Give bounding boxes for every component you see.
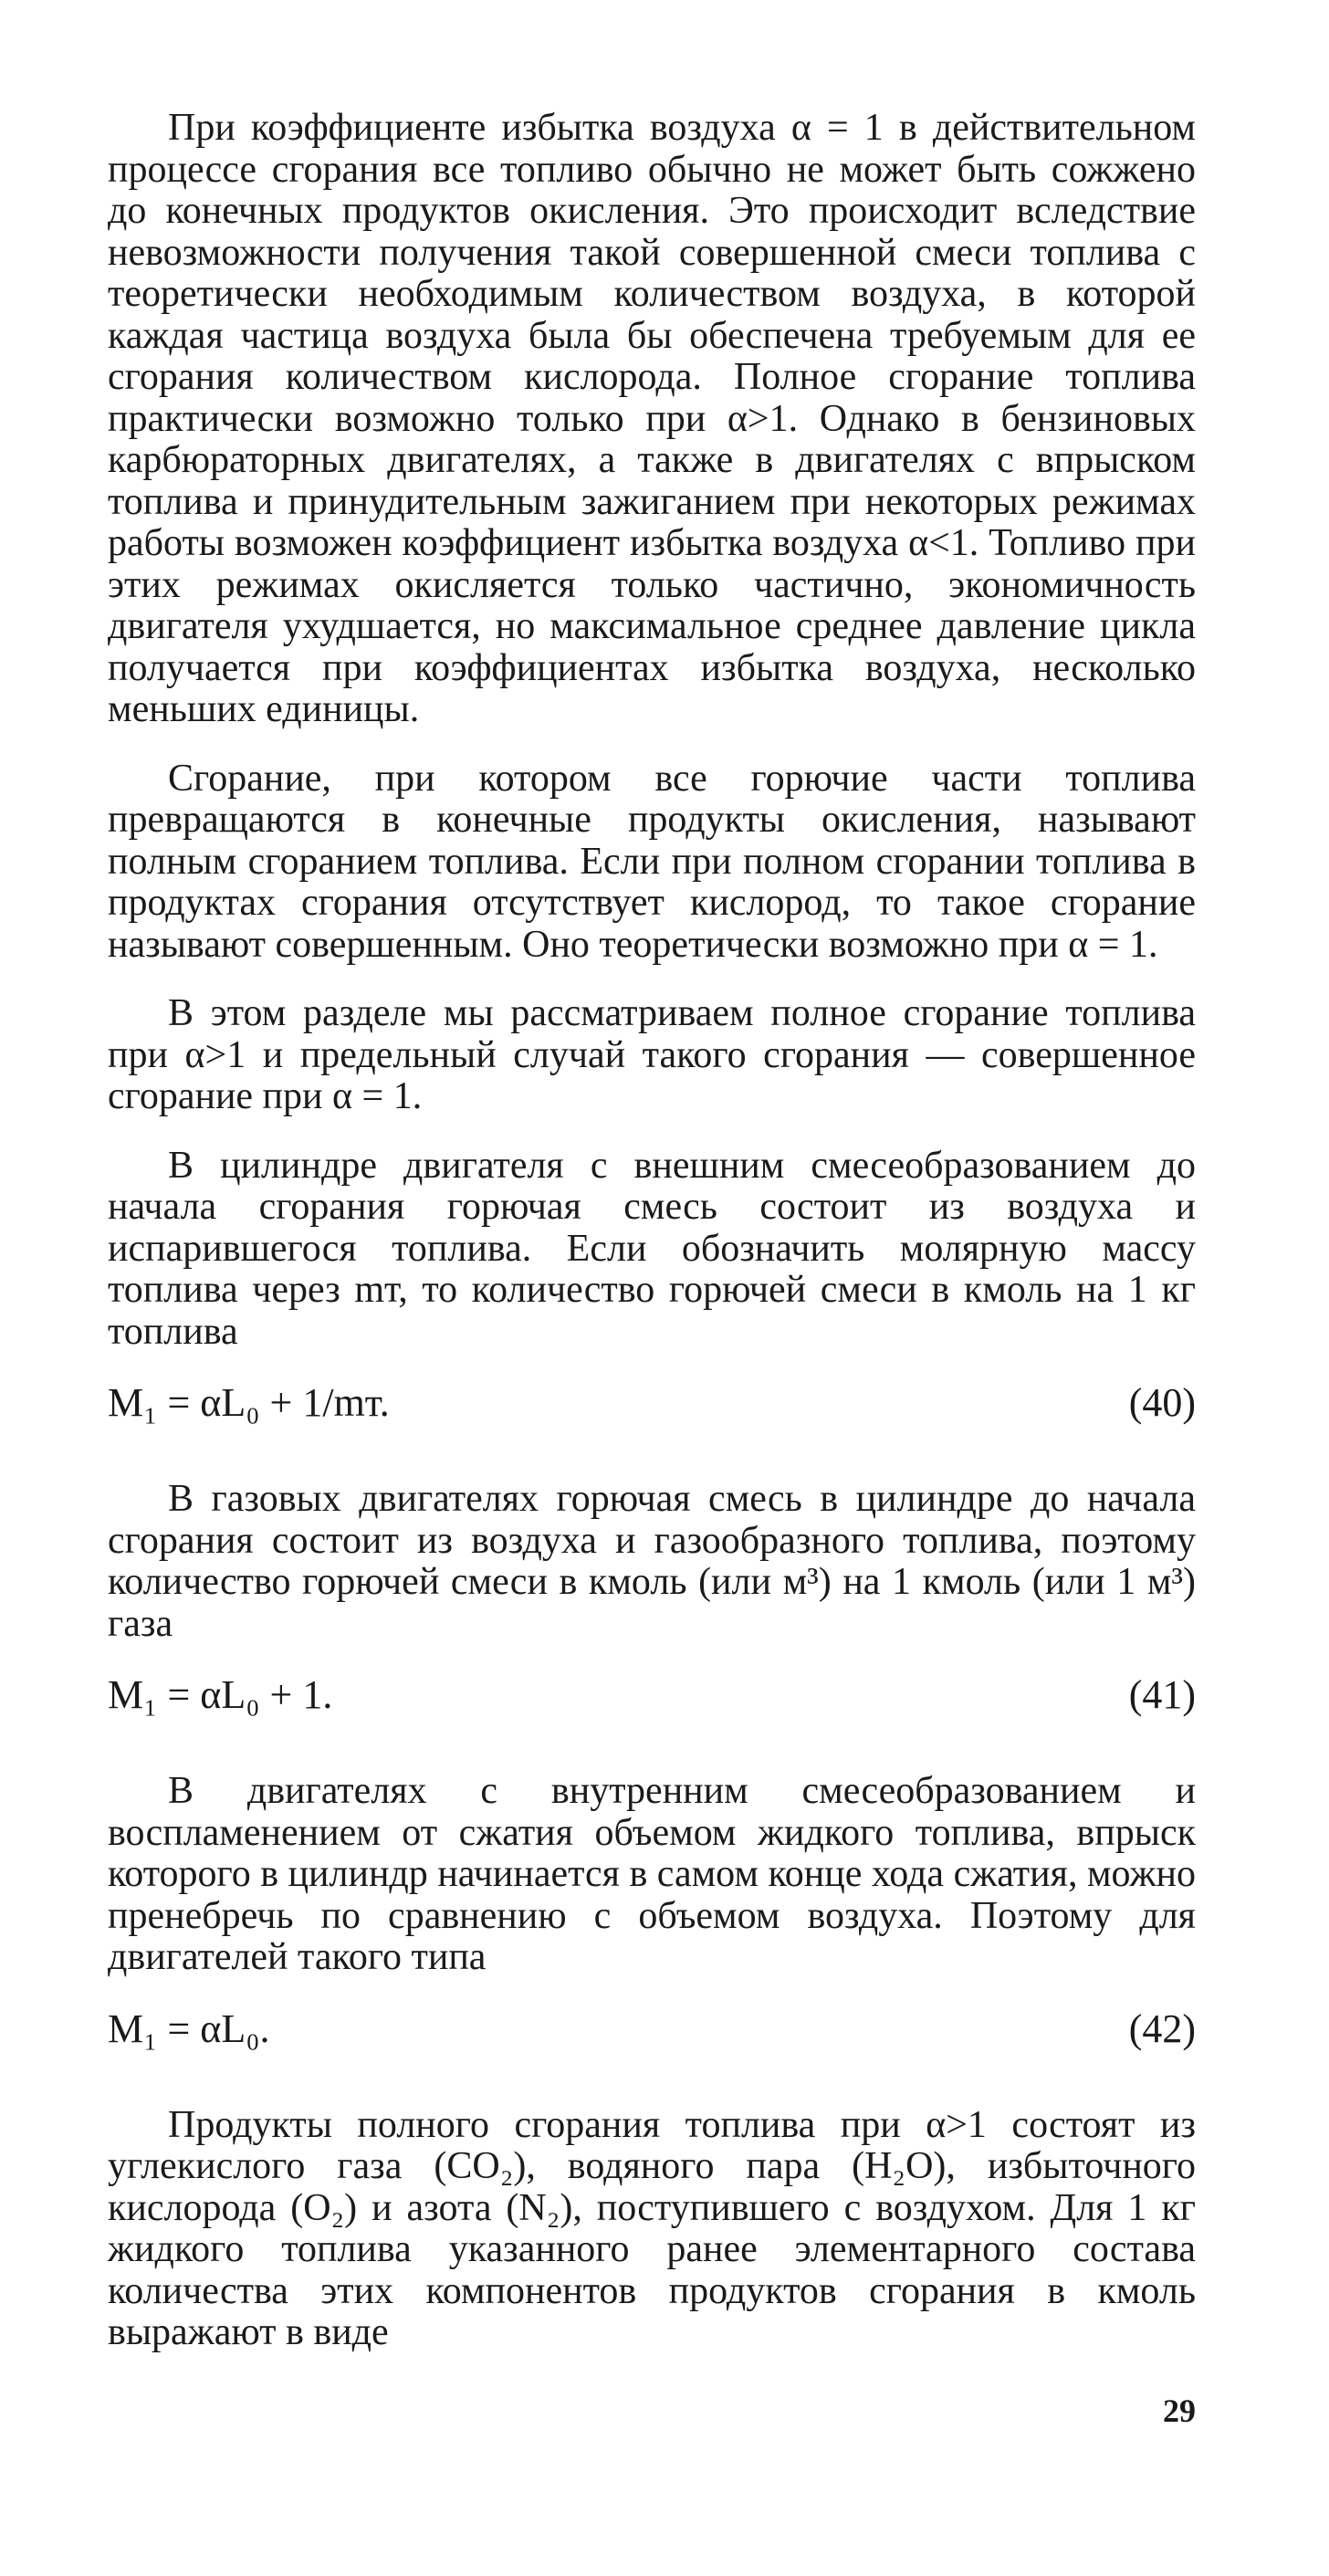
formula-41-number: (41): [1128, 1672, 1196, 1717]
paragraph-external-mixing: В цилиндре двигателя с внешним смесеобразованием до начала сгорания горючая смесь состоит из воздуха и испарившегося топлива. Если обозначить молярную массу топлива через mт, то количество горючей смеси в кмоль на 1 кг топлива: [108, 1144, 1196, 1353]
formula-40: [108, 1380, 1196, 1426]
formula-42-number: (42): [1128, 2005, 1196, 2051]
formula-40-number: (40): [1128, 1380, 1196, 1425]
paragraph-internal-mixing: В двигателях с внутренним смесеобразованием и воспламенением от сжатия объемом жидкого топлива, впрыск которого в цилиндр начинается в самом конце хода сжатия, можно пренебречь по сравнению с объемом воздуха. Поэтому для двигателей такого типа: [108, 1770, 1196, 1978]
paragraph-excess-air: При коэффициенте избытка воздуха α = 1 в действительном процессе сгорания все топливо обычно не может быть сожжено до конечных продуктов окисления. Это происходит вследствие невозможности получения такой совершенной смеси топлива с теоретически необходимым количеством воздуха, в которой каждая частица воздуха была бы обеспечена требуемым для ее сгорания количеством кислорода. Полное сгорание топлива практически возможно только при α>1. Однако в бензиновых карбюраторных двигателях, а также в двигателях с впрыском топлива и принудительным зажиганием при некоторых режимах работы возможен коэффициент избытка воздуха α<1. Топливо при этих режимах окисляется только частично, экономичность двигателя ухудшается, но максимальное среднее давление цикла получается при коэффициентах избытка воздуха, несколько меньших единицы.: [108, 107, 1196, 730]
paragraph-gas-engines: В газовых двигателях горючая смесь в цилиндре до начала сгорания состоит из воздуха и газообразного топлива, поэтому количество горючей смеси в кмоль (или м³) на 1 кмоль (или 1 м³) газа: [108, 1478, 1196, 1645]
page-number: 29: [1163, 2393, 1196, 2429]
paragraph-section-scope: В этом разделе мы рассматриваем полное сгорание топлива при α>1 и предельный случай такого сгорания — совершенное сгорание при α = 1.: [108, 992, 1196, 1117]
paragraph-combustion-products: Продукты полного сгорания топлива при α>1 состоят из углекислого газа (CO₂), водяного пара (H₂O), избыточного кислорода (O₂) и азота (N₂), поступившего с воздухом. Для 1 кг жидкого топлива указанного ранее элементарного состава количества этих компонентов продуктов сгорания в кмоль выражают в виде: [108, 2103, 1196, 2353]
formula-41: [108, 1672, 1196, 1718]
formula-41-expression: M₁ = αL₀ + 1.: [108, 1672, 333, 1717]
paragraph-complete-combustion: Сгорание, при котором все горючие части топлива превращаются в конечные продукты окисления, называют полным сгоранием топлива. Если при полном сгорании топлива в продуктах сгорания отсутствует кислород, то такое сгорание называют совершенным. Оно теоретически возможно при α = 1.: [108, 757, 1196, 966]
formula-42-expression: M₁ = αL₀.: [108, 2005, 270, 2051]
formula-42: [108, 2006, 1196, 2052]
formula-40-expression: M₁ = αL₀ + 1/mт.: [108, 1380, 390, 1425]
page-body: [108, 108, 1196, 2382]
